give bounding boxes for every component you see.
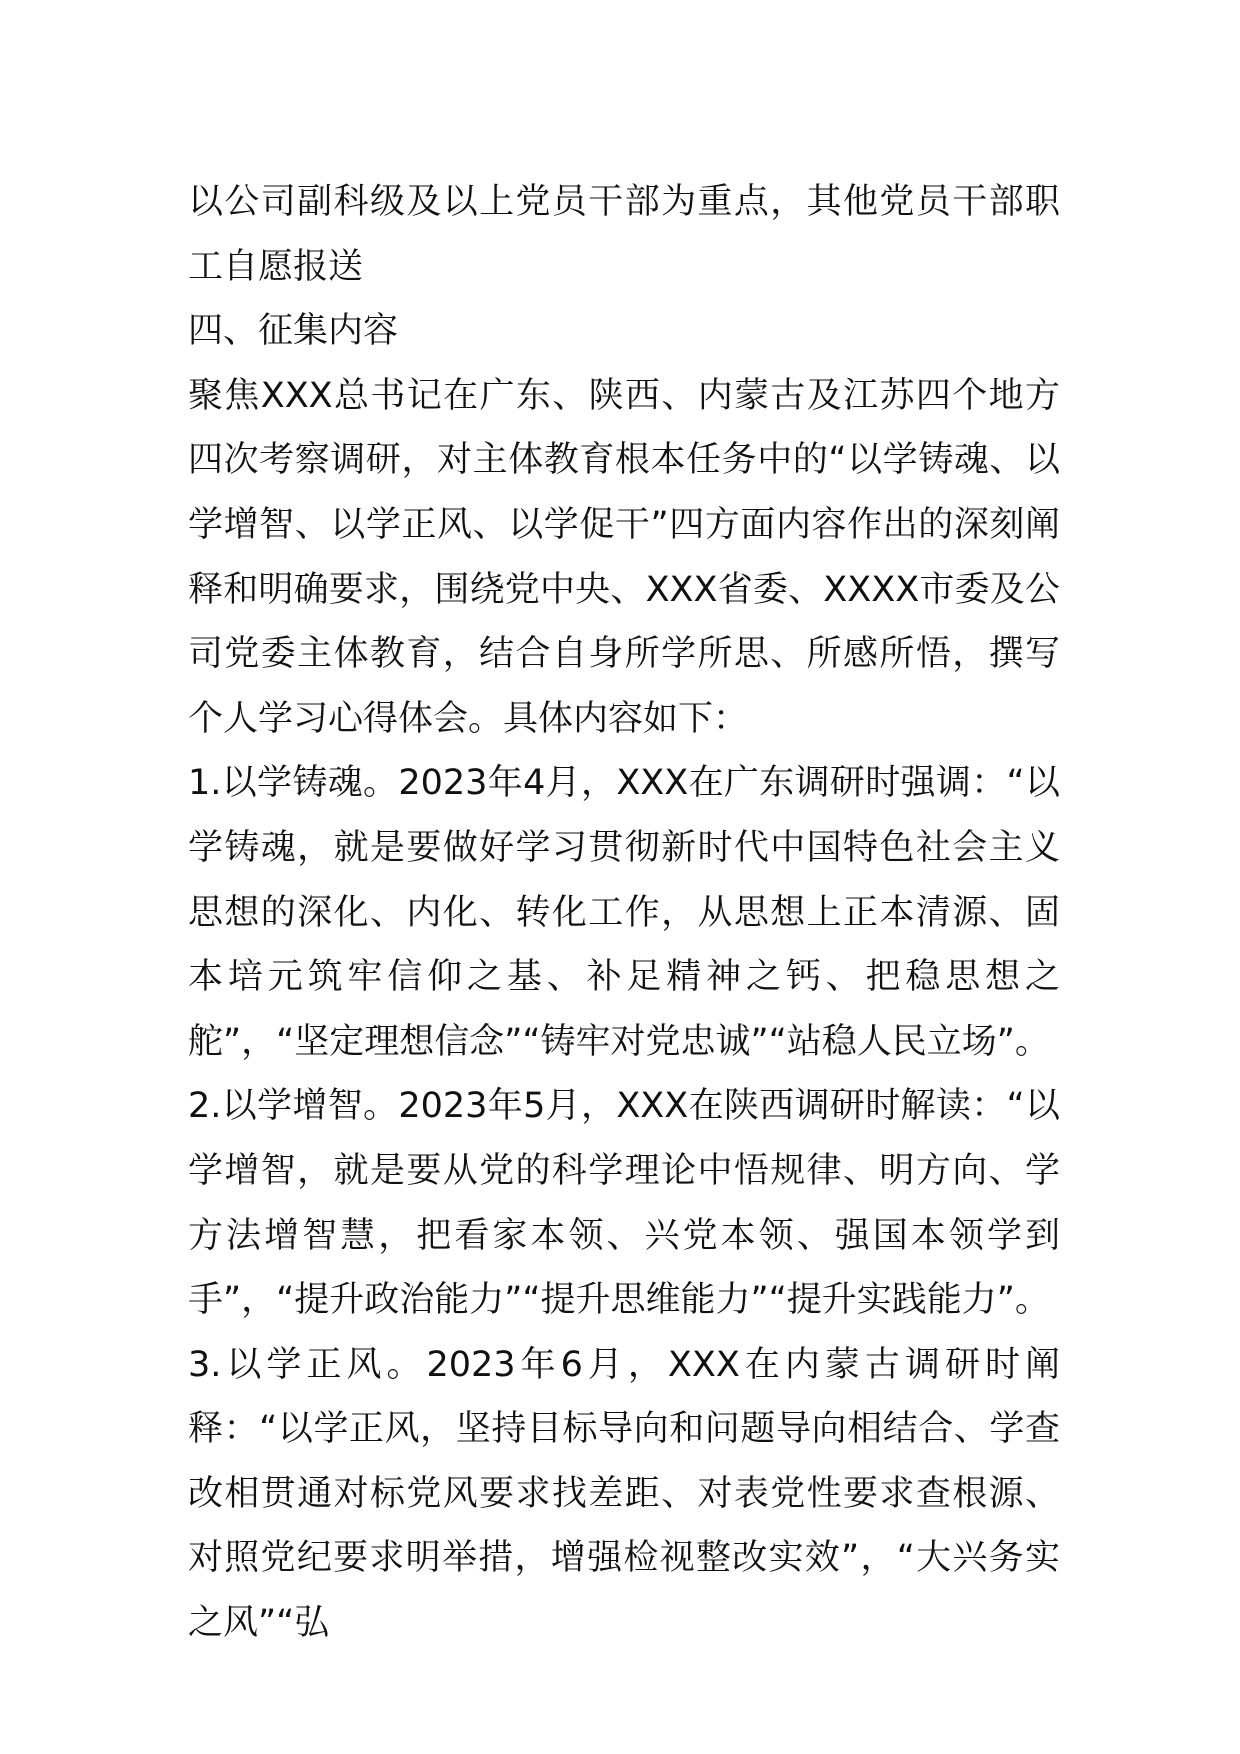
section-heading-collection-content: 四、征集内容 [188,311,399,352]
paragraph-intro: 聚焦XXX总书记在广东、陕西、内蒙古及江苏四个地方四次考察调研，对主体教育根本任务中的“以学铸魂、以学增智、以学正风、以学促干”四方面内容作出的深刻阐释和明确要求，围绕党中央、XXX省委、XXXX市委及公司党委主体教育，结合自身所学所思、所感所悟，撰写个人学习心得体会。具体内容如下： [188,375,1060,739]
paragraph-scope: 以公司副科级及以上党员干部为重点，其他党员干部职工自愿报送 [188,182,1060,287]
paragraph-item-1: 1.以学铸魂。2023年4月，XXX在广东调研时强调：“以学铸魂，就是要做好学习贯彻新时代中国特色社会主义思想的深化、内化、转化工作，从思想上正本清源、固本培元筑牢信仰之基、补足精神之钙、把稳思想之舵”，“坚定理想信念”“铸牢对党忠诚”“站稳人民立场”。 [188,763,1060,1062]
paragraph-item-2: 2.以学增智。2023年5月，XXX在陕西调研时解读：“以学增智，就是要从党的科学理论中悟规律、明方向、学方法增智慧，把看家本领、兴党本领、强国本领学到手”，“提升政治能力”“提升思维能力”“提升实践能力”。 [188,1086,1060,1321]
document-body [188,170,1060,1656]
paragraph-item-3: 3.以学正风。2023年6月，XXX在内蒙古调研时阐释：“以学正风，坚持目标导向和问题导向相结合、学查改相贯通对标党风要求找差距、对表党性要求查根源、对照党纪要求明举措，增强检视整改实效”，“大兴务实之风”“弘 [188,1344,1060,1644]
